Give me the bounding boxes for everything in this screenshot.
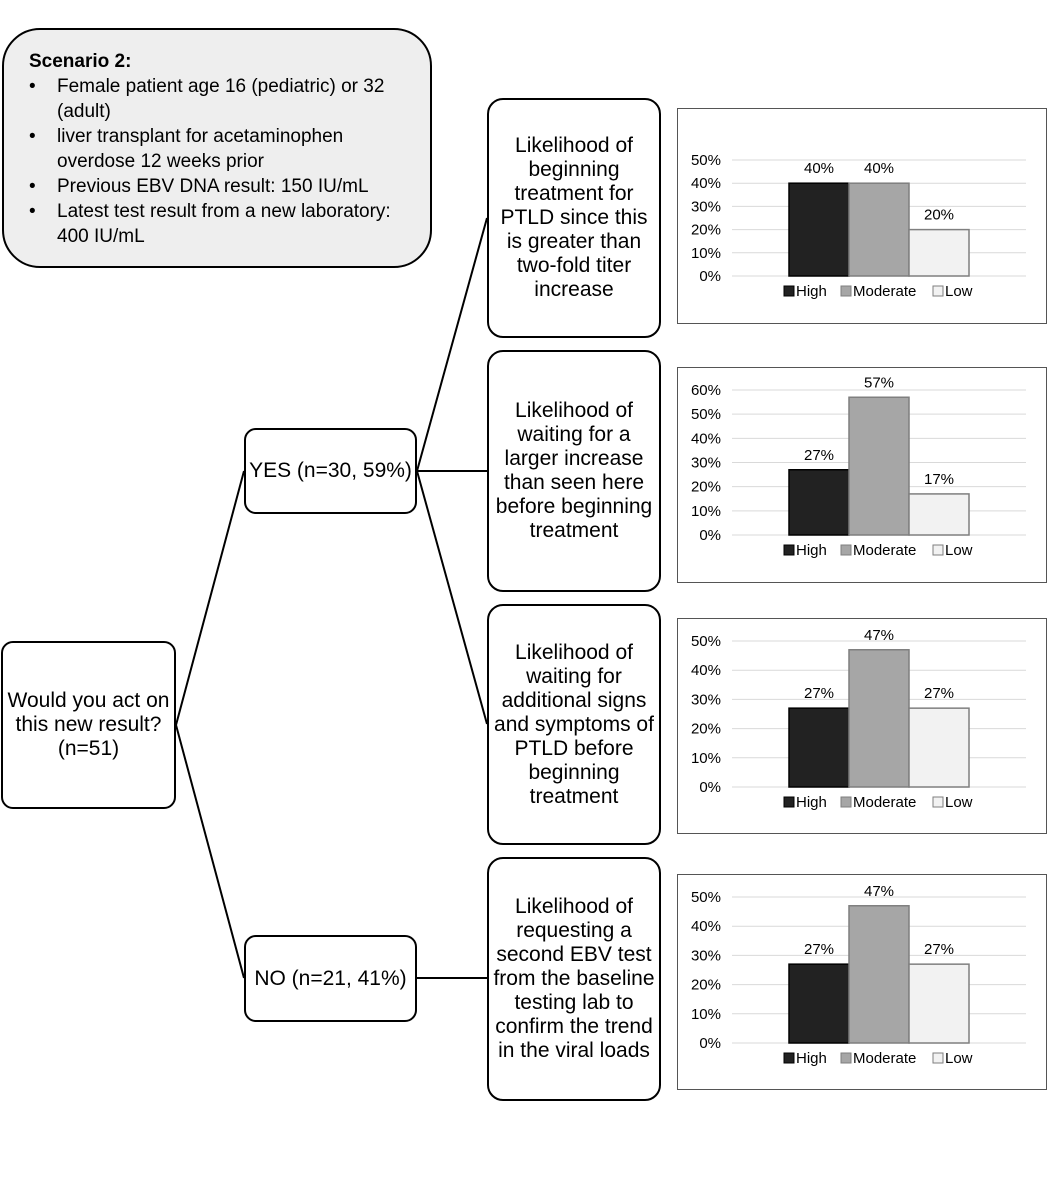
y-tick-label: 0% [699, 1035, 721, 1052]
scenario-bullet [29, 174, 420, 199]
likelihood-text: Likelihood of requesting a second EBV test from the baseline testing lab to confirm the trend in the viral loads [493, 895, 655, 1062]
bar-chart-1 [678, 109, 1048, 323]
yes-text: YES (n=30, 59%) [249, 459, 412, 482]
data-label: 27% [803, 941, 835, 959]
bullet-glyph: • [29, 76, 36, 97]
scenario-title: Scenario 2: [29, 51, 132, 72]
legend-label-moderate: Moderate [853, 794, 917, 811]
legend-swatch-moderate [841, 545, 851, 555]
legend-label-high: High [796, 283, 827, 300]
legend-label-low: Low [945, 1050, 973, 1067]
likelihood-node-1 [487, 98, 661, 338]
legend-label-low: Low [945, 283, 973, 300]
legend-label-high: High [796, 1050, 827, 1067]
data-label: 57% [863, 374, 895, 392]
connector-yes-likelihood-1 [417, 218, 487, 471]
data-label: 27% [923, 941, 955, 959]
connector-question-yes [176, 471, 244, 725]
connector-yes-likelihood-3 [417, 471, 487, 724]
bar-moderate [849, 650, 909, 787]
bar-high [789, 470, 849, 535]
scenario-bullet-text: Previous EBV DNA result: 150 IU/mL [57, 176, 369, 197]
y-tick-label: 20% [690, 478, 721, 496]
y-tick-label: 0% [699, 527, 721, 544]
scenario-bullet-text: Female patient age 16 (pediatric) or 32 (adult) [57, 76, 385, 122]
bar-high [789, 708, 849, 787]
y-tick-label: 40% [690, 662, 721, 680]
y-tick-label: 60% [690, 382, 721, 399]
bar-moderate [849, 906, 909, 1043]
y-tick-label: 40% [690, 430, 721, 448]
likelihood-text: Likelihood of waiting for a larger increase than seen here before beginning treatment [495, 399, 653, 542]
scenario-bullet [29, 74, 420, 124]
legend-swatch-moderate [841, 797, 851, 807]
y-tick-label: 20% [690, 221, 721, 239]
scenario-bullet-list [29, 74, 420, 249]
bar-moderate [849, 397, 909, 535]
bullet-glyph: • [29, 176, 36, 197]
legend-swatch-moderate [841, 1053, 851, 1063]
legend-label-low: Low [945, 794, 973, 811]
y-tick-label: 10% [690, 1005, 721, 1023]
y-tick-label: 10% [690, 502, 721, 520]
no-node [244, 935, 417, 1022]
y-tick-label: 30% [690, 691, 721, 709]
legend-label-high: High [796, 794, 827, 811]
y-tick-label: 30% [690, 198, 721, 216]
legend-label-high: High [796, 542, 827, 559]
likelihood-text: Likelihood of waiting for additional signs and symptoms of PTLD before beginning treatment [494, 640, 654, 808]
question-text: Would you act on this new result? (n=51) [7, 689, 170, 760]
data-label: 40% [863, 160, 895, 178]
bar-high [789, 183, 849, 276]
y-tick-label: 50% [690, 633, 721, 650]
legend-label-low: Low [945, 542, 973, 559]
likelihood-text: Likelihood of beginning treatment for PTLD since this is greater than two-fold titer increase [500, 134, 648, 301]
chart-panel-3 [677, 618, 1047, 834]
data-label: 47% [863, 626, 895, 644]
scenario-bullet [29, 124, 420, 174]
chart-panel-2 [677, 367, 1047, 583]
data-label: 47% [863, 882, 895, 900]
connector-question-no [176, 725, 244, 978]
scenario-box [2, 28, 432, 268]
y-tick-label: 40% [690, 175, 721, 193]
bar-low [909, 230, 969, 276]
legend-label-moderate: Moderate [853, 542, 917, 559]
legend-swatch-low [933, 286, 943, 296]
y-tick-label: 10% [690, 749, 721, 767]
legend-label-moderate: Moderate [853, 1050, 917, 1067]
chart-panel-4 [677, 874, 1047, 1090]
data-label: 20% [923, 206, 955, 224]
y-tick-label: 30% [690, 454, 721, 472]
likelihood-node-2 [487, 350, 661, 592]
bullet-glyph: • [29, 126, 36, 147]
scenario-bullet [29, 199, 420, 249]
legend-swatch-moderate [841, 286, 851, 296]
data-label: 17% [923, 470, 955, 488]
y-tick-label: 0% [699, 268, 721, 285]
y-tick-label: 50% [690, 889, 721, 906]
chart-panel-1 [677, 108, 1047, 324]
bar-low [909, 494, 969, 535]
bar-chart-3 [678, 619, 1048, 833]
bullet-glyph: • [29, 201, 36, 222]
legend-swatch-high [784, 545, 794, 555]
legend-swatch-low [933, 545, 943, 555]
bar-chart-2 [678, 368, 1048, 582]
data-label: 27% [803, 446, 835, 464]
bar-low [909, 964, 969, 1043]
y-tick-label: 50% [690, 152, 721, 169]
scenario-bullet-text: Latest test result from a new laboratory: 400 IU/mL [57, 201, 391, 247]
yes-node [244, 428, 417, 514]
bar-high [789, 964, 849, 1043]
y-tick-label: 30% [690, 947, 721, 965]
legend-swatch-high [784, 1053, 794, 1063]
question-node [1, 641, 176, 809]
legend-swatch-low [933, 797, 943, 807]
data-label: 27% [923, 685, 955, 703]
likelihood-node-3 [487, 604, 661, 845]
no-text: NO (n=21, 41%) [254, 966, 407, 990]
legend-swatch-high [784, 797, 794, 807]
bar-chart-4 [678, 875, 1048, 1089]
y-tick-label: 40% [690, 918, 721, 936]
legend-label-moderate: Moderate [853, 283, 917, 300]
y-tick-label: 20% [690, 976, 721, 994]
legend-swatch-high [784, 286, 794, 296]
bar-low [909, 708, 969, 787]
data-label: 40% [803, 160, 835, 178]
y-tick-label: 20% [690, 720, 721, 738]
data-label: 27% [803, 685, 835, 703]
y-tick-label: 10% [690, 244, 721, 262]
legend-swatch-low [933, 1053, 943, 1063]
y-tick-label: 50% [690, 406, 721, 424]
likelihood-node-4 [487, 857, 661, 1101]
y-tick-label: 0% [699, 779, 721, 796]
scenario-bullet-text: liver transplant for acetaminophen overdose 12 weeks prior [57, 126, 344, 172]
bar-moderate [849, 183, 909, 276]
